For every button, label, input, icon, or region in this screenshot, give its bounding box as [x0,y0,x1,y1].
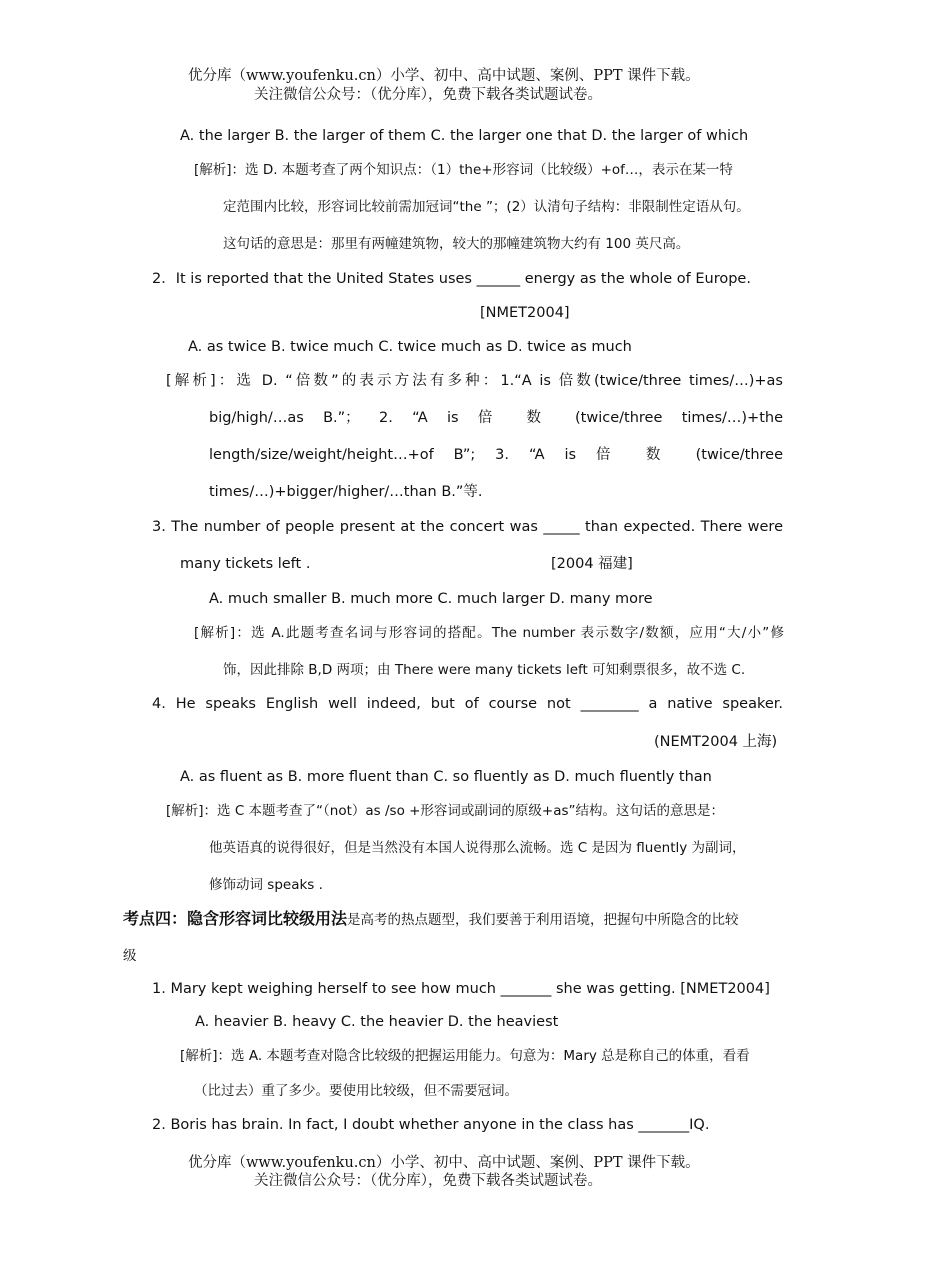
q1-analysis-line-3: 这句话的意思是：那里有两幢建筑物，较大的那幢建筑物大约有 100 英尺高。 [223,236,690,252]
footer-line-1: 优分库（www.youfenku.cn）小学、初中、高中试题、案例、PPT 课件下载。 [188,1155,700,1171]
q2-stem: 2．It is reported that the United States uses ______ energy as the whole of Europe. [152,271,751,287]
s4-q1-analysis-line-1: [解析]：选 A. 本题考查对隐含比较级的把握运用能力。句意为：Mary 总是称自己的体重，看看 [180,1048,750,1064]
section-4-desc: 是高考的热点题型，我们要善于利用语境，把握句中所隐含的比较 [347,912,739,928]
q1-analysis-line-1: [解析]：选 D. 本题考查了两个知识点：（1）the+形容词（比较级）+of…，表示在某一特 [194,162,733,178]
q2-options: A. as twice B. twice much C. twice much as D. twice as much [188,339,632,355]
q3-source: [2004 福建] [551,556,633,572]
s4-q1-stem: 1. Mary kept weighing herself to see how much _______ she was getting. [NMET2004] [152,981,770,997]
q2-analysis-line-2: big/high/…as B.”； 2. “A is 倍 数 (twice/three times/…)+the [209,410,783,426]
s4-q2-stem: 2. Boris has brain. In fact, I doubt whether anyone in the class has _______IQ. [152,1117,710,1133]
q3-analysis-line-1: [解析]：选 A.此题考查名词与形容词的搭配。The number 表示数字/数额，应用“大/小”修 [194,625,784,641]
q2-analysis-line-4: times/…)+bigger/higher/…than B.”等. [209,484,483,500]
header-line-1: 优分库（www.youfenku.cn）小学、初中、高中试题、案例、PPT 课件下载。 [188,68,700,84]
q3-stem-cont: many tickets left . [180,556,311,572]
q4-analysis-line-2: 他英语真的说得很好，但是当然没有本国人说得那么流畅。选 C 是因为 fluently 为副词， [209,840,746,856]
q4-analysis-line-1: [解析]：选 C 本题考查了“（not）as /so +形容词或副词的原级+as”结构。这句话的意思是： [166,803,725,819]
section-4-title: 考点四：隐含形容词比较级用法 [123,909,348,928]
q2-analysis-line-3: length/size/weight/height…+of B”; 3. “A is 倍 数 (twice/three [209,447,783,463]
section-4-heading [123,909,739,930]
q1-analysis-line-2: 定范围内比较，形容词比较前需加冠词“the ”；(2）认清句子结构：非限制性定语从句。 [223,199,750,215]
q2-analysis-line-1: [解析]：选 D. “倍数”的表示方法有多种：1.“A is 倍数(twice/three times/…)+as [166,373,783,389]
s4-q1-options: A. heavier B. heavy C. the heavier D. the heaviest [195,1014,559,1030]
q3-analysis-line-2: 饰，因此排除 B,D 两项；由 There were many tickets left 可知剩票很多，故不选 C. [223,662,746,678]
q4-analysis-line-3: 修饰动词 speaks . [209,877,323,893]
section-4-desc-cont: 级 [123,948,137,964]
q3-stem: 3. The number of people present at the concert was _____ than expected. There were [152,519,783,535]
q4-stem: 4. He speaks English well indeed, but of course not ________ a native speaker. [152,696,783,712]
footer-line-2: 关注微信公众号：（优分库），免费下载各类试题试卷。 [254,1173,602,1189]
q1-options: A. the larger B. the larger of them C. the larger one that D. the larger of which [180,128,749,144]
s4-q1-analysis-line-2: （比过去）重了多少。要使用比较级，但不需要冠词。 [194,1083,518,1099]
q2-source: [NMET2004] [480,305,570,321]
header-line-2: 关注微信公众号：（优分库），免费下载各类试题试卷。 [254,87,602,103]
q4-options: A. as fluent as B. more fluent than C. so fluently as D. much fluently than [180,769,712,785]
q3-options: A. much smaller B. much more C. much larger D. many more [209,591,653,607]
q4-source: (NEMT2004 上海) [654,734,778,750]
